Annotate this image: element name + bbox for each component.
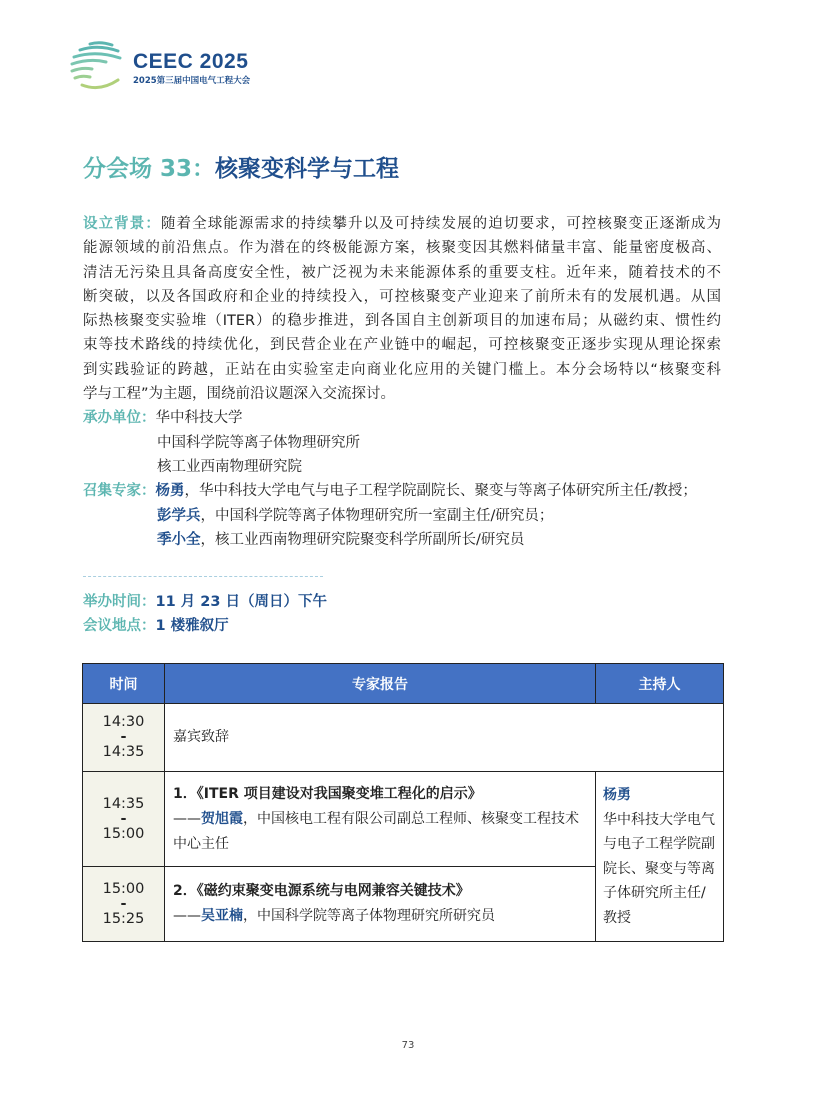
time-cell: 15:00 - 15:25 bbox=[83, 867, 165, 942]
organizer-line: 承办单位：华中科技大学 bbox=[83, 410, 243, 427]
session-details bbox=[83, 212, 721, 552]
report-cell: 2．《磁约束聚变电源系统与电网兼容关键技术》 ——吴亚楠，中国科学院等离子体物理研究所研究员 bbox=[165, 867, 596, 942]
background-line: 清洁无污染且具备高度安全性，被广泛视为未来能源体系的重要支柱。近年来，随着技术的不 bbox=[83, 264, 721, 281]
background-line: 断突破，以及各国政府和企业的持续投入，可控核聚变产业迎来了前所未有的发展机遇。从国 bbox=[83, 288, 721, 305]
page-title: 分会场 33：核聚变科学与工程 bbox=[83, 156, 400, 182]
table-header: 时间 专家报告 主持人 bbox=[83, 664, 724, 704]
session-time: 举办时间：11 月 23 日（周日）下午 bbox=[83, 594, 327, 610]
report-cell: 嘉宾致辞 bbox=[165, 704, 724, 772]
time-cell: 14:35 - 15:00 bbox=[83, 772, 165, 867]
logo-title: CEEC 2025 bbox=[133, 50, 249, 73]
organizer-line: 核工业西南物理研究院 bbox=[157, 458, 302, 475]
background-line: 学与工程”为主题，围绕前沿议题深入交流探讨。 bbox=[83, 386, 396, 403]
background-line: 束等技术路线的持续优化，到民营企业在产业链中的崛起，可控核聚变正逐步实现从理论探索 bbox=[83, 337, 721, 354]
session-info bbox=[83, 590, 327, 639]
background-line: 设立背景：随着全球能源需求的持续攀升以及可持续发展的迫切要求，可控核聚变正逐渐成为 bbox=[83, 216, 721, 232]
convener-line: 彭学兵，中国科学院等离子体物理研究所一室副主任/研究员； bbox=[157, 507, 554, 524]
host-cell: 杨勇 华中科技大学电气与电子工程学院副院长、聚变与等离子体研究所主任/教授 bbox=[596, 772, 724, 942]
page-number: 73 bbox=[401, 1040, 415, 1051]
background-line: 际热核聚变实验堆（ITER）的稳步推进，到各国自主创新项目的加速布局；从磁约束、惯性约 bbox=[83, 313, 721, 330]
table-row bbox=[83, 772, 724, 867]
schedule-table bbox=[82, 663, 724, 942]
report-cell: 1．《ITER 项目建设对我国聚变堆工程化的启示》 ——贺旭霞，中国核电工程有限公司副总工程师、核聚变工程技术中心主任 bbox=[165, 772, 596, 867]
organizer-line: 中国科学院等离子体物理研究所 bbox=[157, 434, 360, 451]
table-row bbox=[83, 704, 724, 772]
time-cell: 14:30 - 14:35 bbox=[83, 704, 165, 772]
session-venue: 会议地点：1 楼雅叙厅 bbox=[83, 618, 229, 635]
logo-subtitle: 2025第三届中国电气工程大会 bbox=[133, 76, 251, 86]
dashed-divider bbox=[83, 576, 323, 577]
background-line: 能源领域的前沿焦点。作为潜在的终极能源方案，核聚变因其燃料储量丰富、能量密度极高、 bbox=[83, 240, 721, 257]
convener-line: 季小全，核工业西南物理研究院聚变科学所副所长/研究员 bbox=[157, 531, 525, 548]
convener-line: 召集专家：杨勇，华中科技大学电气与电子工程学院副院长、聚变与等离子体研究所主任/教授； bbox=[83, 483, 697, 500]
ceec-logo-icon bbox=[70, 40, 126, 92]
background-line: 到实践验证的跨越，正站在由实验室走向商业化应用的关键门槛上。本分会场特以“核聚变科 bbox=[83, 361, 721, 378]
